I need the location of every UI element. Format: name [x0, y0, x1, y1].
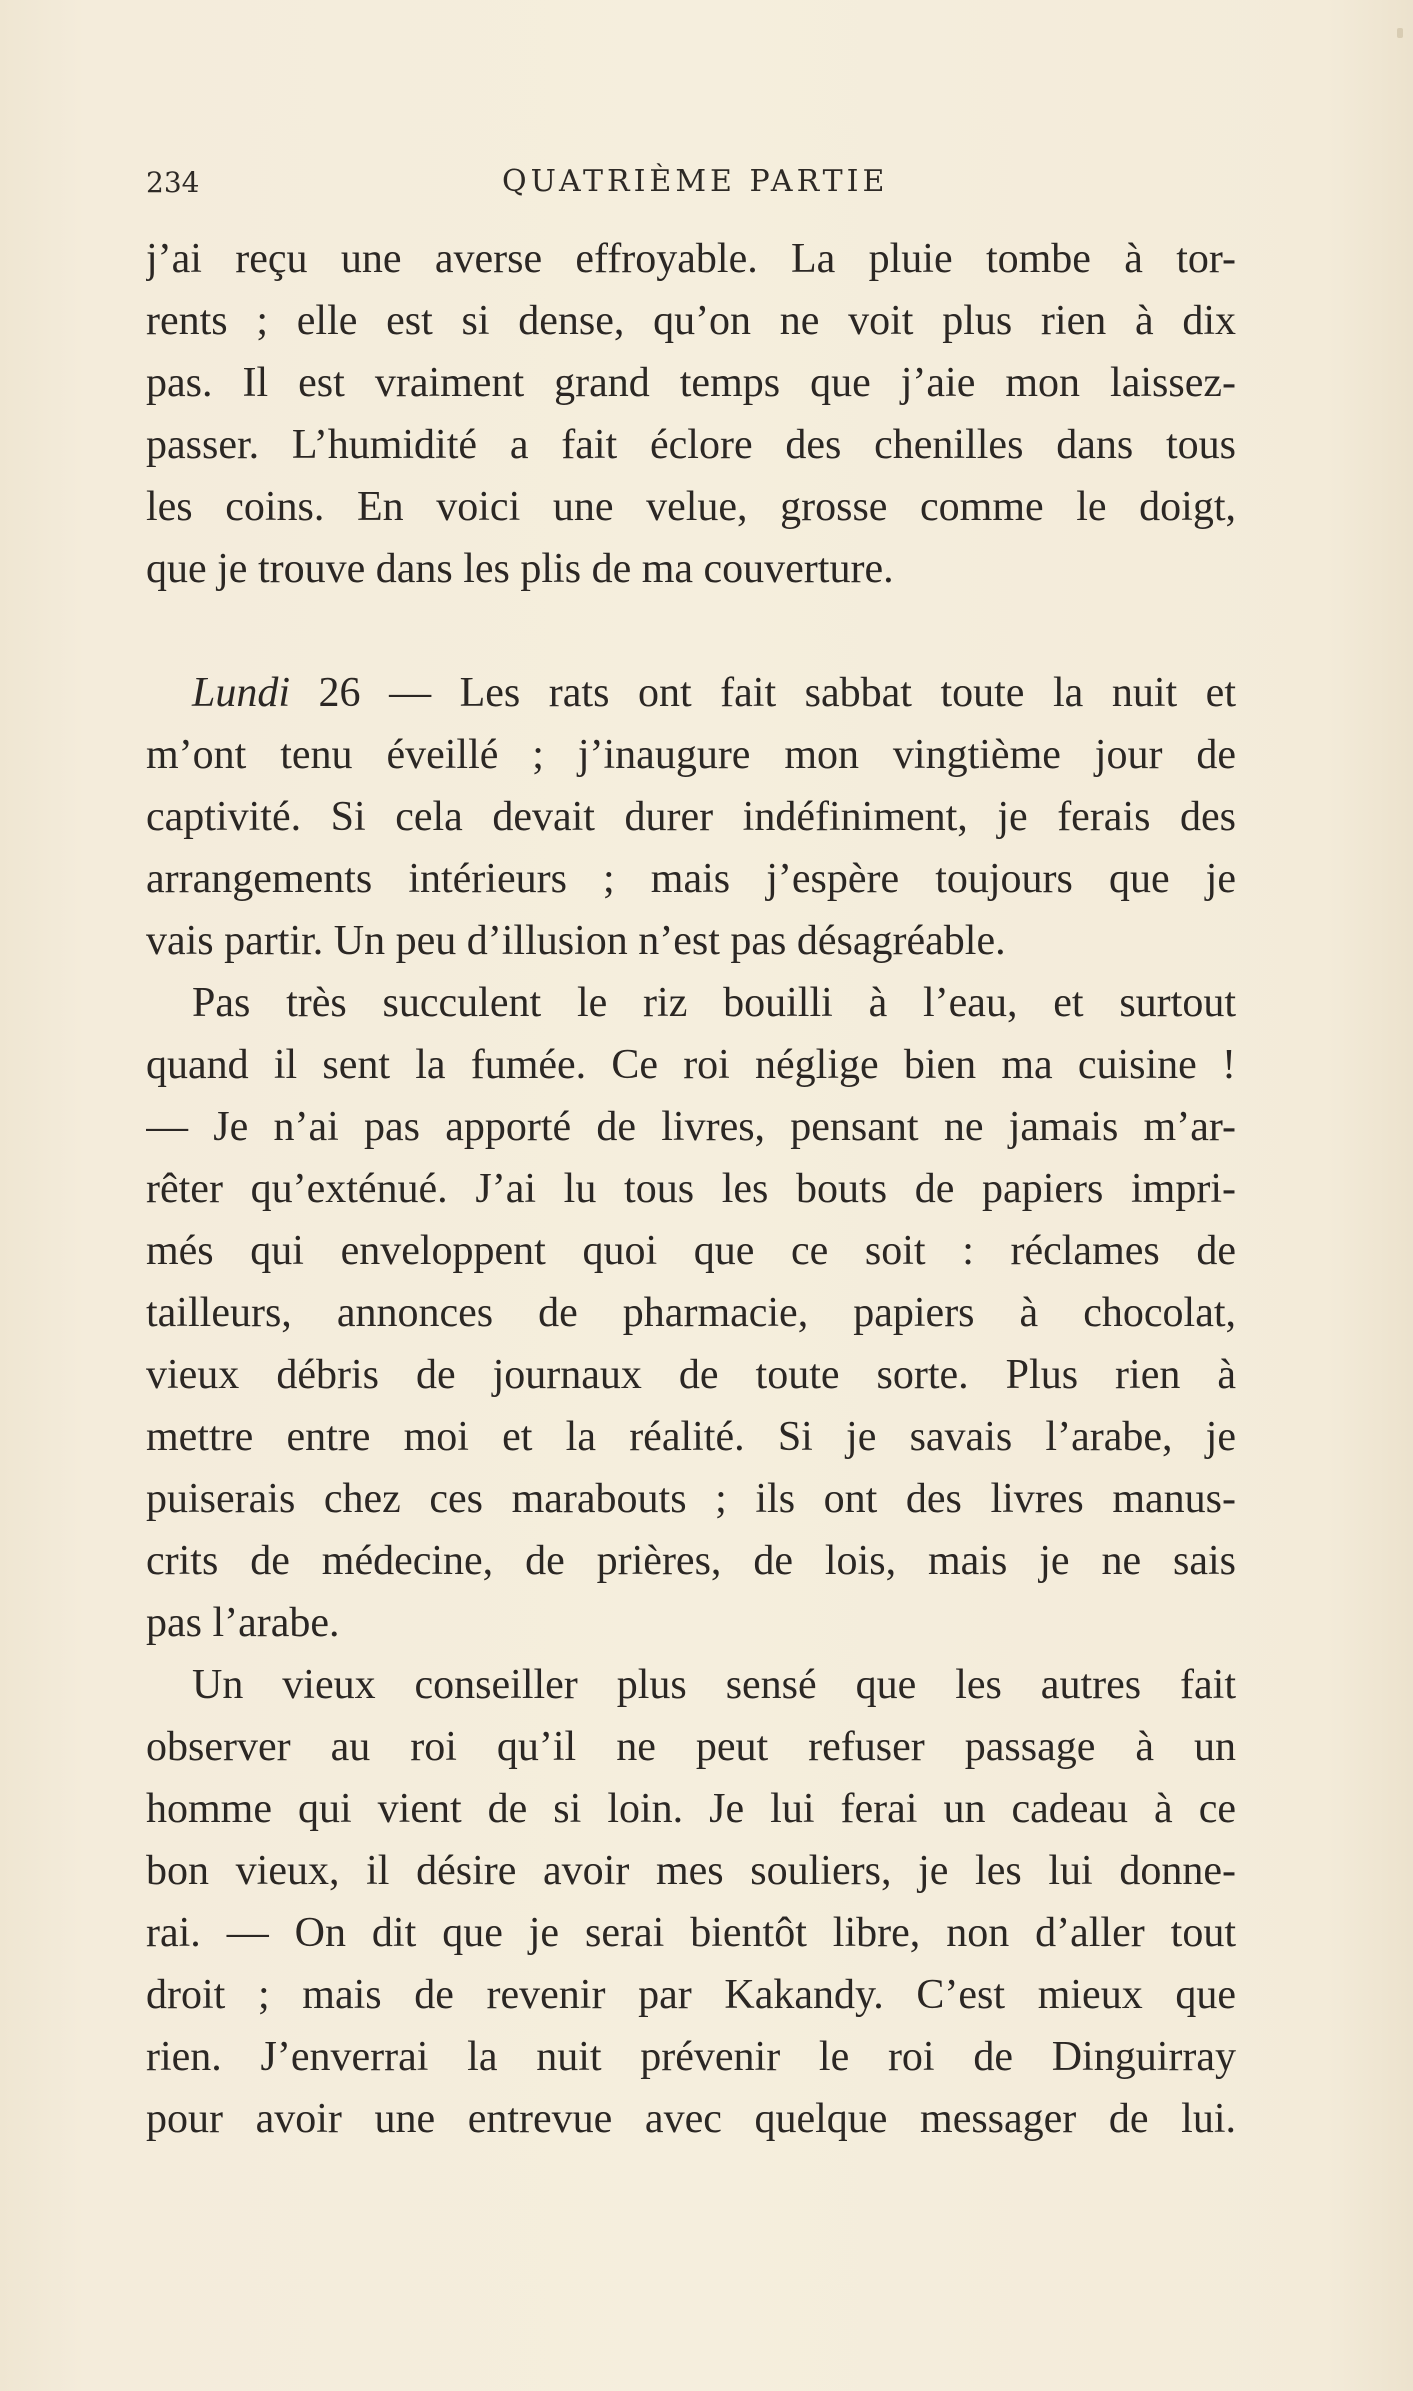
- text-line: homme qui vient de si loin. Je lui ferai un cadeau à ce: [146, 1786, 1236, 1832]
- paragraph-3: [146, 972, 1236, 1654]
- paragraph-gap: [146, 600, 1236, 662]
- text-line: passer. L’humidité a fait éclore des chenilles dans tous: [146, 422, 1236, 468]
- text-line: — Je n’ai pas apporté de livres, pensant ne jamais m’ar-: [146, 1104, 1236, 1150]
- text-line: tailleurs, annonces de pharmacie, papiers à chocolat,: [146, 1290, 1236, 1336]
- text-line: rien. J’enverrai la nuit prévenir le roi de Dinguirray: [146, 2034, 1236, 2080]
- text-line: vieux débris de journaux de toute sorte. Plus rien à: [146, 1352, 1236, 1398]
- text-line: pas l’arabe.: [146, 1600, 340, 1646]
- text-line: pour avoir une entrevue avec quelque messager de lui.: [146, 2096, 1236, 2142]
- text-line: més qui enveloppent quoi que ce soit : réclames de: [146, 1228, 1236, 1274]
- text-line: pas. Il est vraiment grand temps que j’aie mon laissez-: [146, 360, 1236, 406]
- text-line: bon vieux, il désire avoir mes souliers, je les lui donne-: [146, 1848, 1236, 1894]
- page-edge-mark: [1397, 28, 1403, 38]
- first-line-text: 26 — Les rats ont fait sabbat toute la nuit et: [290, 670, 1236, 716]
- text-line: puiserais chez ces marabouts ; ils ont des livres manus-: [146, 1476, 1236, 1522]
- page-number: 234: [146, 166, 200, 199]
- text-line: que je trouve dans les plis de ma couverture.: [146, 546, 894, 592]
- body-text: [146, 228, 1236, 2150]
- text-line: rai. — On dit que je serai bientôt libre, non d’aller tout: [146, 1910, 1236, 1956]
- text-line: rêter qu’exténué. J’ai lu tous les bouts de papiers impri-: [146, 1166, 1236, 1212]
- text-line: mettre entre moi et la réalité. Si je savais l’arabe, je: [146, 1414, 1236, 1460]
- running-title: QUATRIÈME PARTIE: [502, 164, 889, 199]
- paragraph-4: [146, 1654, 1236, 2150]
- text-line: droit ; mais de revenir par Kakandy. C’est mieux que: [146, 1972, 1236, 2018]
- running-head: [146, 160, 1236, 210]
- paragraph-1: [146, 228, 1236, 600]
- paragraph-2: [146, 662, 1236, 972]
- text-line: j’ai reçu une averse effroyable. La pluie tombe à tor-: [146, 236, 1236, 282]
- text-line: Pas très succulent le riz bouilli à l’eau, et surtout: [192, 980, 1236, 1026]
- text-line: quand il sent la fumée. Ce roi néglige bien ma cuisine !: [146, 1042, 1236, 1088]
- text-line: rents ; elle est si dense, qu’on ne voit plus rien à dix: [146, 298, 1236, 344]
- text-line: Un vieux conseiller plus sensé que les autres fait: [192, 1662, 1236, 1708]
- text-line: crits de médecine, de prières, de lois, mais je ne sais: [146, 1538, 1236, 1584]
- text-line: observer au roi qu’il ne peut refuser passage à un: [146, 1724, 1236, 1770]
- text-line: m’ont tenu éveillé ; j’inaugure mon vingtième jour de: [146, 732, 1236, 778]
- day-label: Lundi: [192, 670, 291, 716]
- text-line: captivité. Si cela devait durer indéfiniment, je ferais des: [146, 794, 1236, 840]
- text-line: les coins. En voici une velue, grosse comme le doigt,: [146, 484, 1236, 530]
- text-line: [146, 662, 1236, 724]
- text-line: arrangements intérieurs ; mais j’espère toujours que je: [146, 856, 1236, 902]
- text-line: vais partir. Un peu d’illusion n’est pas désagréable.: [146, 918, 1006, 964]
